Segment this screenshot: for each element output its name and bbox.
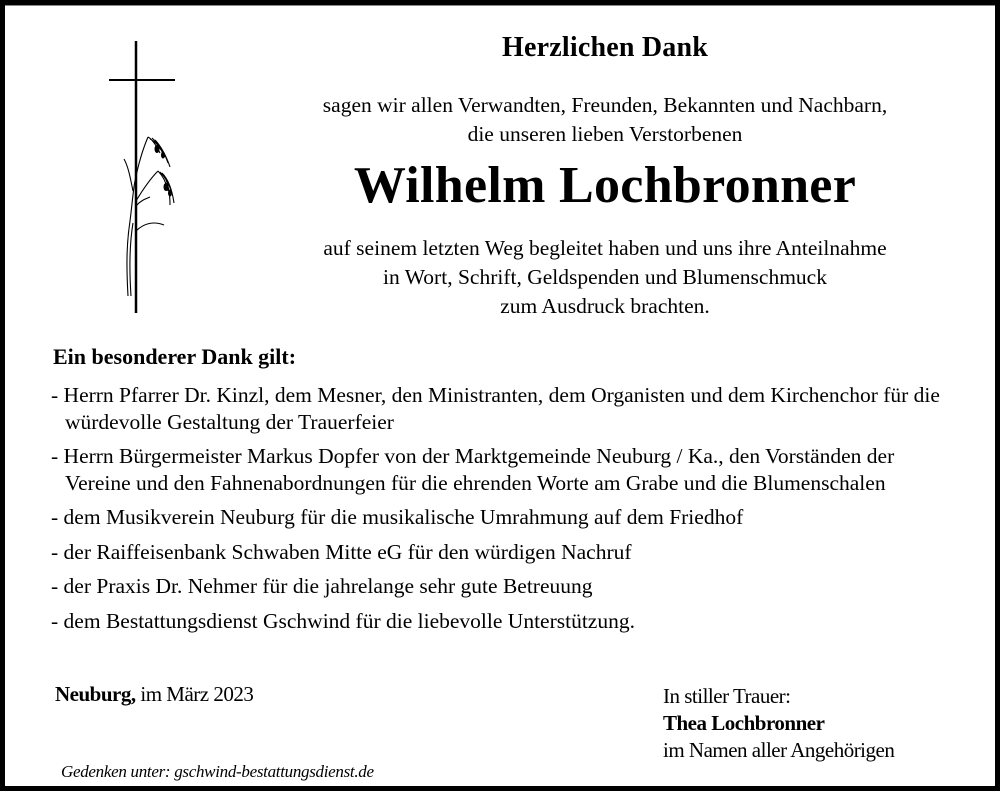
mourning-label: In stiller Trauer: [663,684,791,708]
thanks-item: - dem Musikverein Neuburg für die musikalische Umrahmung auf dem Friedhof [51,504,951,531]
special-thanks-heading: Ein besonderer Dank gilt: [53,344,297,369]
outro-line: in Wort, Schrift, Geldspenden und Blumenschmuck [383,265,827,289]
signer-note: im Namen aller Angehörigen [663,738,895,762]
outro-line: zum Ausdruck brachten. [500,294,710,318]
thanks-item: - der Praxis Dr. Nehmer für die jahrelange sehr gute Betreuung [51,573,951,600]
thanks-item: - Herrn Bürgermeister Markus Dopfer von der Marktgemeinde Neuburg / Ka., den Vorständen der Vereine und den Fahnenabordnungen für die ehrenden Worte am Grabe und die Blumenschalen [51,443,951,496]
signer-name: Thea Lochbronner [663,711,825,735]
special-thanks-list [51,382,951,642]
outro-text [245,234,965,321]
outro-line: auf seinem letzten Weg begleitet haben und uns ihre Anteilnahme [323,236,887,260]
intro-line: die unseren lieben Verstorbenen [467,122,743,146]
notice-title: Herzlichen Dank [502,32,708,63]
place: Neuburg, [55,682,136,706]
cross-with-grain-icon [100,41,190,321]
thanks-item: - dem Bestattungsdienst Gschwind für die liebevolle Unterstützung. [51,608,951,635]
obituary-thanks-notice [5,5,995,786]
deceased-name: Wilhelm Lochbronner [353,157,857,214]
date: im März 2023 [140,682,254,706]
thanks-item: - Herrn Pfarrer Dr. Kinzl, dem Mesner, den Ministranten, dem Organisten und dem Kirchenchor für die würdevolle Gestaltung der Trauerfeier [51,382,951,435]
thanks-item: - der Raiffeisenbank Schwaben Mitte eG für den würdigen Nachruf [51,539,951,566]
place-and-date [55,682,253,707]
intro-line: sagen wir allen Verwandten, Freunden, Bekannten und Nachbarn, [322,93,888,117]
memorial-link-text: Gedenken unter: gschwind-bestattungsdienst.de [61,762,374,781]
signature-block [663,683,894,764]
intro-text [245,91,965,149]
